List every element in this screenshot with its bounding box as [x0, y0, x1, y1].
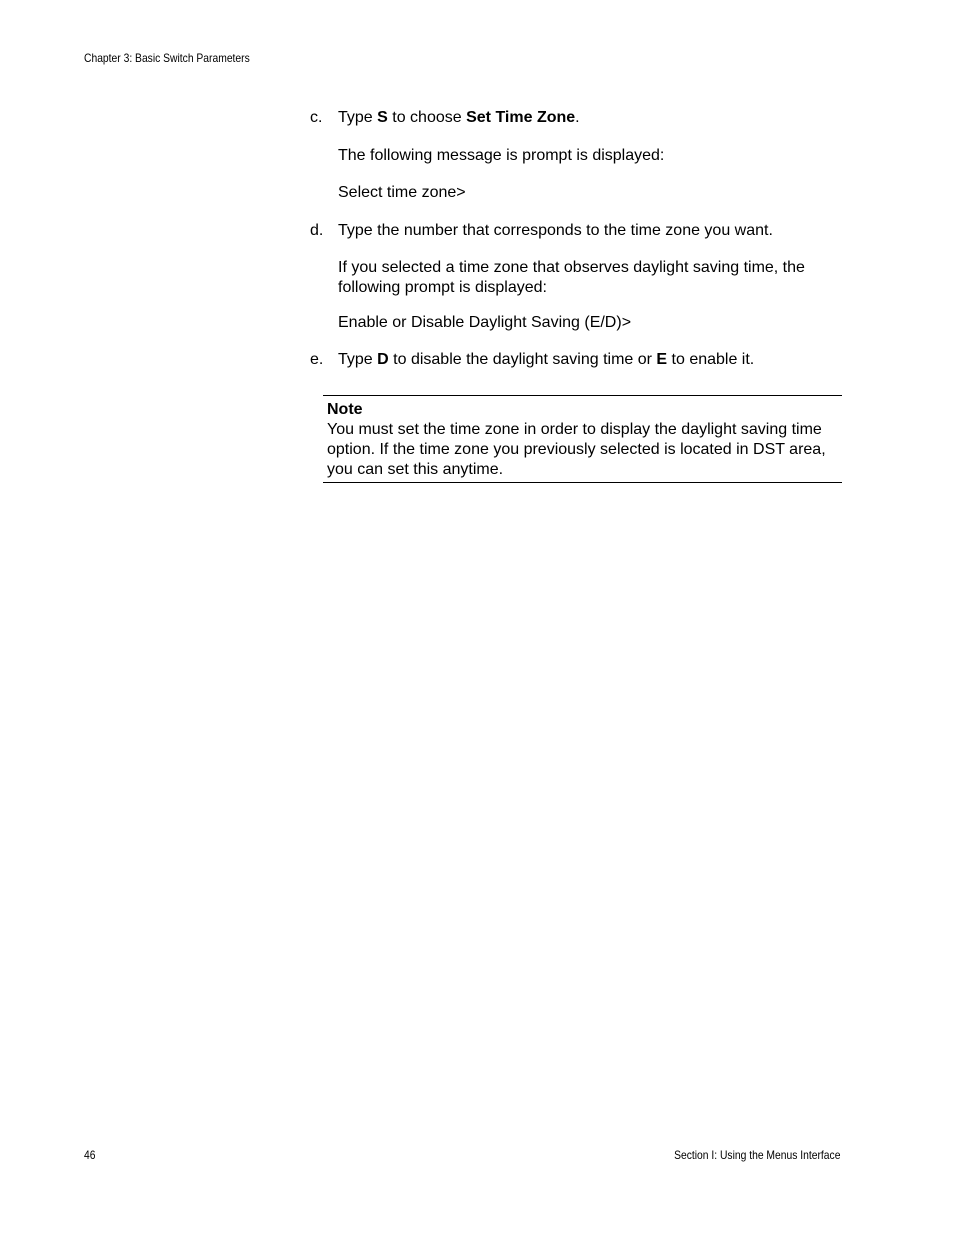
note-box	[323, 395, 842, 483]
note-body: You must set the time zone in order to display the daylight saving time option. If the time zone you previously selected is located in DST area, you can set this anytime.	[327, 421, 826, 478]
step-c-middle: to choose	[387, 109, 467, 126]
step-c-prefix: Type	[338, 109, 378, 126]
step-c-key: S	[377, 109, 388, 126]
step-c-marker: c.	[310, 109, 323, 126]
page-number: 46	[84, 1148, 96, 1162]
step-e-suffix: to enable it.	[667, 351, 755, 368]
step-c-text	[338, 108, 580, 128]
step-c-prompt: Select time zone>	[338, 184, 466, 201]
running-header: Chapter 3: Basic Switch Parameters	[84, 51, 250, 65]
step-c-option: Set Time Zone	[466, 109, 576, 126]
step-e-text	[338, 350, 754, 370]
step-c-suffix: .	[575, 109, 580, 126]
note-title: Note	[327, 401, 363, 418]
running-footer-section: Section I: Using the Menus Interface	[673, 1148, 840, 1162]
step-e-middle: to disable the daylight saving time or	[388, 351, 657, 368]
step-e-prefix: Type	[338, 351, 378, 368]
step-d-text: Type the number that corresponds to the time zone you want.	[338, 222, 773, 239]
step-e-key-disable: D	[377, 351, 389, 368]
step-e-marker: e.	[310, 351, 324, 368]
step-e-key-enable: E	[656, 351, 668, 368]
step-c-message: The following message is prompt is displayed:	[338, 147, 665, 164]
step-d-prompt: Enable or Disable Daylight Saving (E/D)>	[338, 314, 632, 331]
step-d-message: If you selected a time zone that observes daylight saving time, the following prompt is displayed:	[338, 259, 805, 296]
step-d-marker: d.	[310, 222, 324, 239]
